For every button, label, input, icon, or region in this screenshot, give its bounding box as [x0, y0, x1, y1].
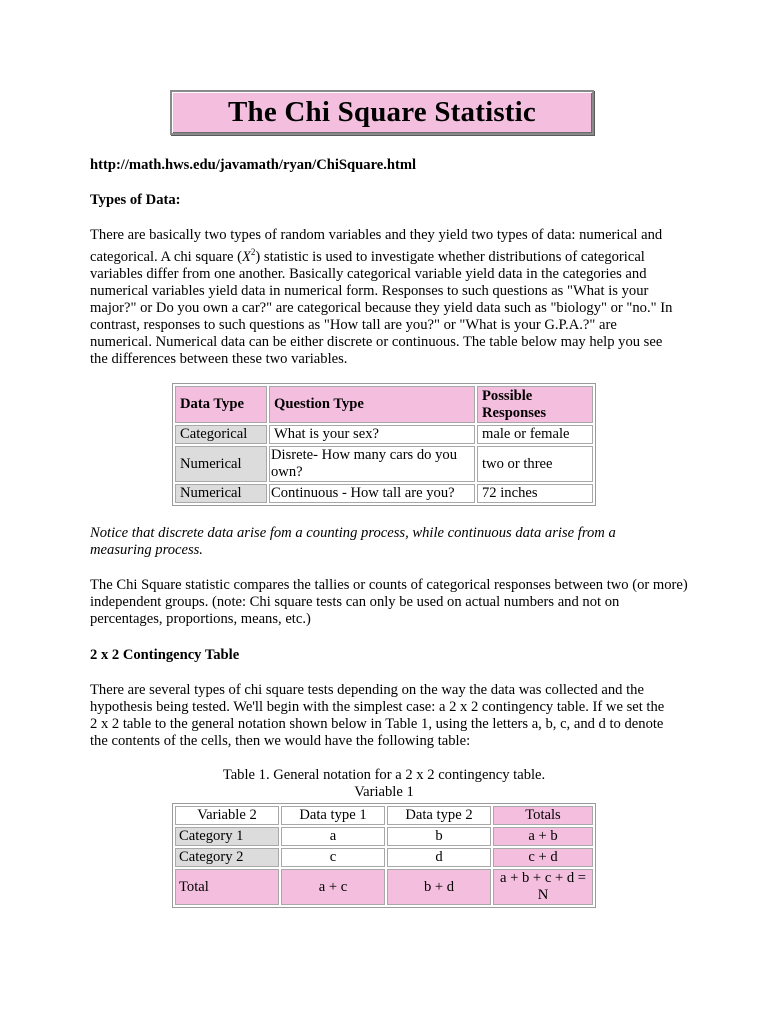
data-type-table	[172, 383, 596, 506]
title-box	[170, 90, 594, 135]
table1-subcaption: Variable 1	[354, 784, 414, 800]
table-row	[175, 484, 593, 503]
row-label: Category 2	[175, 848, 279, 867]
chi-symbol: X	[241, 248, 251, 265]
table-row	[175, 869, 593, 905]
compare-paragraph: The Chi Square statistic compares the tallies or counts of categorical responses between two (or more) independent groups. (note: Chi square tests can only be used on actual numbers and not on percentages, proportions, means, etc.)	[90, 577, 688, 627]
table-row	[175, 848, 593, 867]
cell-data-type: Categorical	[175, 425, 267, 444]
cell-data-type: Numerical	[175, 446, 267, 482]
intro-paragraph	[90, 227, 680, 368]
header-totals: Totals	[493, 806, 593, 825]
cell-question: What is your sex?	[269, 425, 475, 444]
contingency-heading: 2 x 2 Contingency Table	[90, 647, 240, 663]
cell-response: 72 inches	[477, 484, 593, 503]
intro-part1: There are basically two types of random variables and they yield two types of data: numerical and categorical. A chi square (	[90, 227, 663, 265]
header-possible-responses: Possible Responses	[477, 386, 593, 423]
cell-response: two or three	[477, 446, 593, 482]
table-row	[175, 446, 593, 482]
intro-part2: ) statistic is used to investigate whether distributions of categorical variables differ from one another. Basically categorical variable yield data in the categories and numerical variables yield data in numerical form. Responses to such questions as "What is your major?" or Do you own a car?" are categorical because they yield data such as "biology" or "no." In contrast, responses to such questions as "How tall are you?" or "What is your G.P.A.?" are numerical. Numerical data can be either discrete or continuous. The table below may help you see the differences between these two variables.	[90, 248, 673, 367]
row-label: Total	[175, 869, 279, 905]
cell-question: Continuous - How tall are you?	[269, 484, 475, 503]
table-row	[175, 425, 593, 444]
cell-b: b	[387, 827, 491, 846]
table-row	[175, 827, 593, 846]
cell-col-total: b + d	[387, 869, 491, 905]
header-data-type: Data Type	[175, 386, 267, 423]
header-variable-2: Variable 2	[175, 806, 279, 825]
table-header-row	[175, 806, 593, 825]
cell-grand-total: a + b + c + d = N	[493, 869, 593, 905]
cell-c: c	[281, 848, 385, 867]
contingency-table	[172, 803, 596, 908]
table-header-row	[175, 386, 593, 423]
page-title: The Chi Square Statistic	[228, 96, 536, 128]
header-question-type: Question Type	[269, 386, 475, 423]
cell-col-total: a + c	[281, 869, 385, 905]
header-data-type-1: Data type 1	[281, 806, 385, 825]
cell-d: d	[387, 848, 491, 867]
table1-caption: Table 1. General notation for a 2 x 2 contingency table.	[222, 767, 546, 783]
cell-a: a	[281, 827, 385, 846]
notice-paragraph: Notice that discrete data arise fom a counting process, while continuous data arise from a measuring process.	[90, 525, 616, 558]
source-url: http://math.hws.edu/javamath/ryan/ChiSquare.html	[90, 157, 417, 173]
cell-question: Disrete- How many cars do you own?	[269, 446, 475, 482]
header-data-type-2: Data type 2	[387, 806, 491, 825]
row-label: Category 1	[175, 827, 279, 846]
types-heading: Types of Data:	[90, 192, 181, 208]
cell-response: male or female	[477, 425, 593, 444]
chi-superscript: 2	[250, 247, 256, 257]
contingency-paragraph: There are several types of chi square tests depending on the way the data was collected and the hypothesis being tested. We'll begin with the simplest case: a 2 x 2 contingency table. If we set the 2 x 2 table to the general notation shown below in Table 1, using the letters a, b, c, and d to denote the contents of the cells, then we would have the following table:	[90, 682, 665, 749]
cell-row-total: a + b	[493, 827, 593, 846]
cell-row-total: c + d	[493, 848, 593, 867]
cell-data-type: Numerical	[175, 484, 267, 503]
